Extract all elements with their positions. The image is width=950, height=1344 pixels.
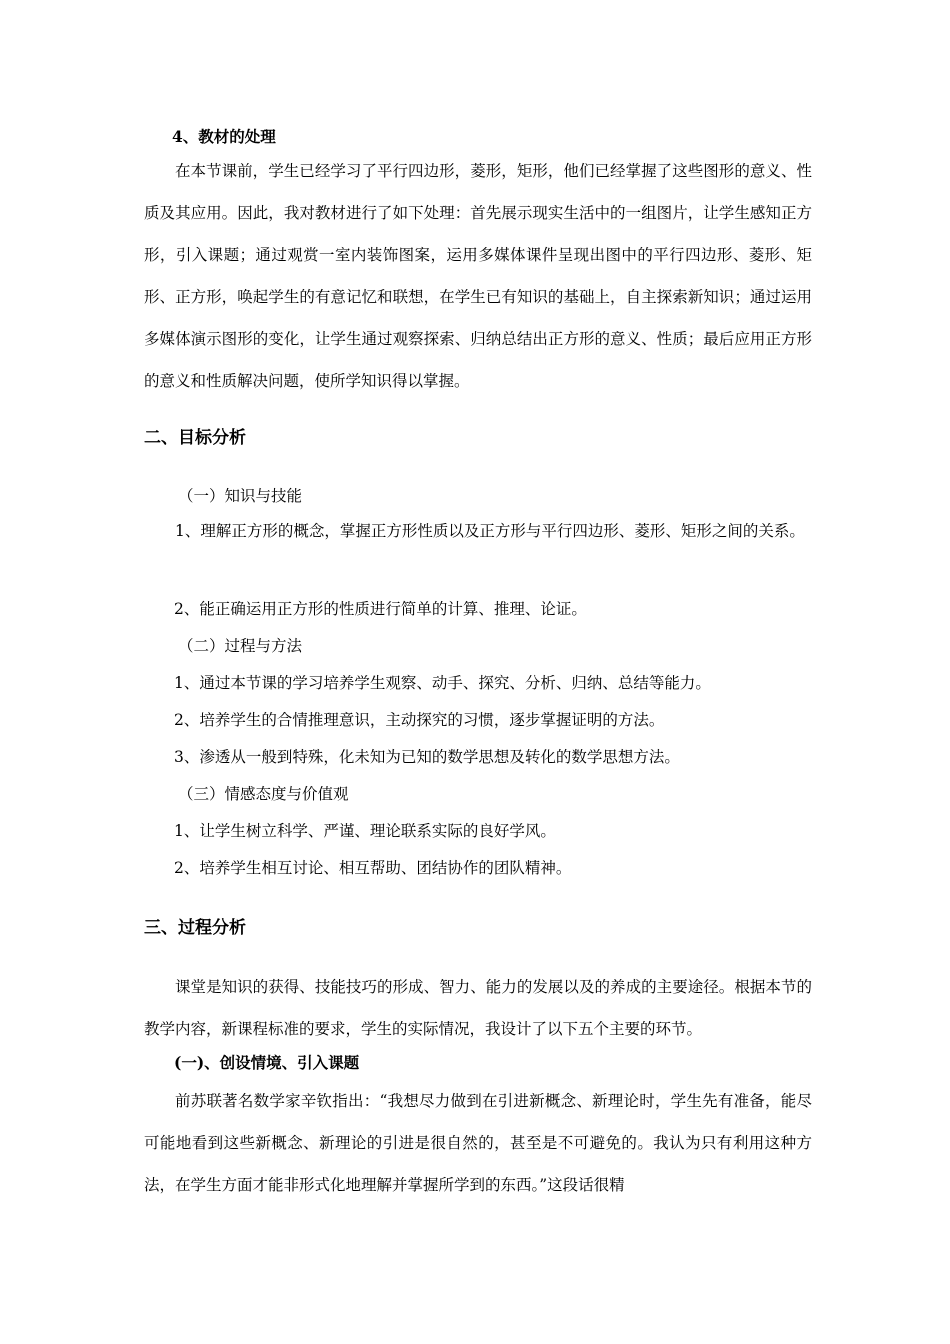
- goal-process-1: 1、通过本节课的学习培养学生观察、动手、探究、分析、归纳、总结等能力。: [174, 674, 711, 692]
- step-1-heading: (一)、创设情境、引入课题: [174, 1053, 360, 1072]
- subheading-knowledge-skills: （一）知识与技能: [178, 487, 303, 505]
- process-intro-paragraph: 课堂是知识的获得、技能技巧的形成、智力、能力的发展以及的养成的主要途径。根据本节的教学内容，新课程标准的要求，学生的实际情况，我设计了以下五个主要的环节。: [144, 978, 812, 1038]
- subheading-attitudes-values: （三）情感态度与价值观: [178, 785, 349, 803]
- section-4-paragraph: 在本节课前，学生已经学习了平行四边形，菱形，矩形，他们已经掌握了这些图形的意义、性质及其应用。因此，我对教材进行了如下处理：首先展示现实生活中的一组图片，让学生感知正方形，引入课题；通过观赏一室内装饰图案，运用多媒体课件呈现出图中的平行四边形、菱形、矩形、正方形，唤起学生的有意记忆和联想，在学生已有知识的基础上，自主探索新知识；通过运用多媒体演示图形的变化，让学生通过观察探索、归纳总结出正方形的意义、性质；最后应用正方形的意义和性质解决问题，使所学知识得以掌握。: [144, 162, 812, 390]
- goal-process-3: 3、渗透从一般到特殊，化未知为已知的数学思想及转化的数学思想方法。: [174, 748, 680, 766]
- goal-attitude-1: 1、让学生树立科学、严谨、理论联系实际的良好学风。: [174, 822, 556, 840]
- subheading-process-methods: （二）过程与方法: [178, 637, 303, 655]
- step-1-paragraph: 前苏联著名数学家辛钦指出：“我想尽力做到在引进新概念、新理论时，学生先有准备，能尽可能地看到这些新概念、新理论的引进是很自然的，甚至是不可避免的。我认为只有利用这种方法，在学生方面才能非形式化地理解并掌握所学到的东西。”这段话很精: [144, 1092, 812, 1194]
- goal-attitude-2: 2、培养学生相互讨论、相互帮助、团结协作的团队精神。: [174, 859, 572, 877]
- goal-knowledge-2: 2、能正确运用正方形的性质进行简单的计算、推理、论证。: [174, 600, 587, 618]
- section-4-heading: 4、教材的处理: [172, 127, 276, 146]
- goal-knowledge-1: 1、理解正方形的概念，掌握正方形性质以及正方形与平行四边形、菱形、矩形之间的关系。: [175, 522, 805, 540]
- heading-goal-analysis: 二、目标分析: [144, 428, 246, 448]
- heading-process-analysis: 三、过程分析: [144, 918, 246, 938]
- goal-process-2: 2、培养学生的合情推理意识，主动探究的习惯，逐步掌握证明的方法。: [174, 711, 665, 729]
